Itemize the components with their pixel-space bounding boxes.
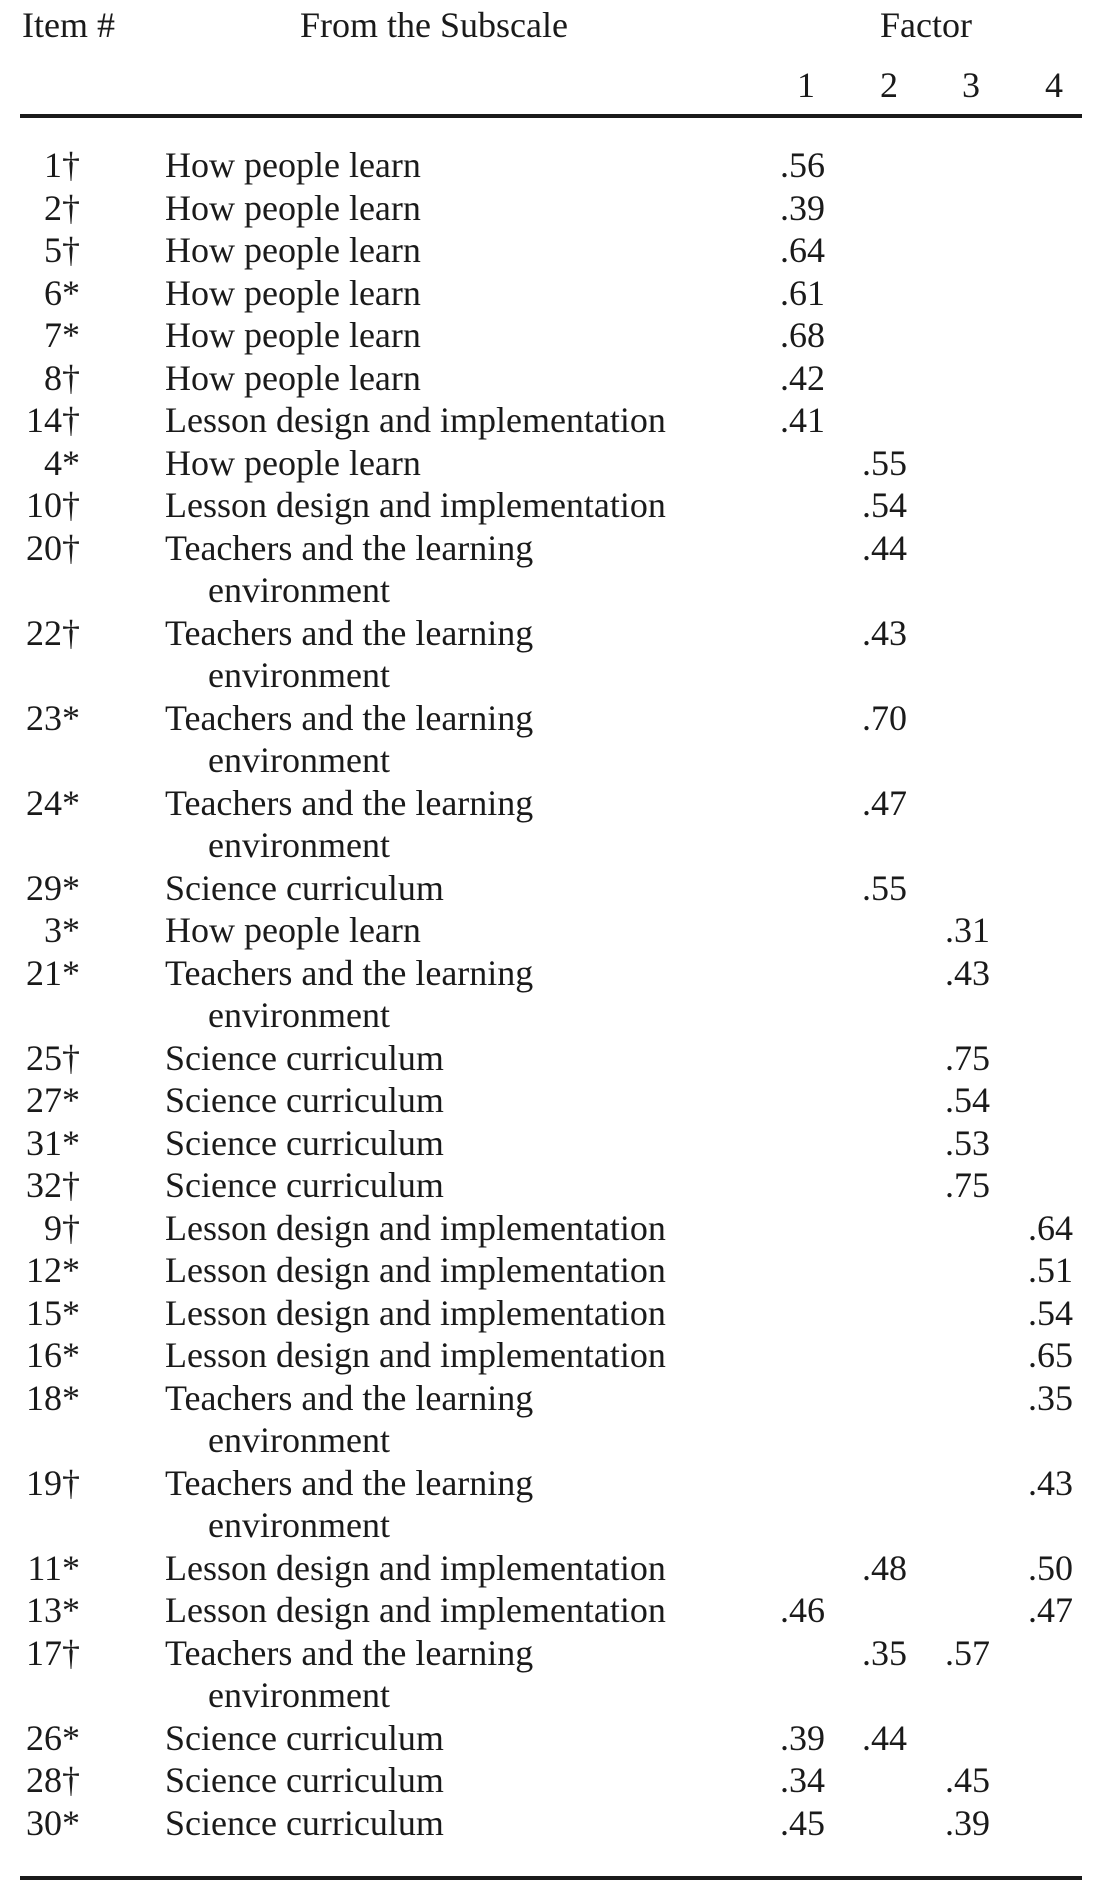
- factor-1-loading: .46: [780, 1590, 825, 1630]
- subscale-name: Teachers and the learning: [165, 1462, 534, 1503]
- item-number: 21*: [26, 952, 80, 993]
- factor-4-loading: .43: [1028, 1462, 1073, 1503]
- factor-1-loading: .42: [780, 357, 825, 398]
- item-number: 5†: [44, 230, 80, 270]
- subscale-name: Lesson design and implementation: [165, 1547, 666, 1588]
- subscale-name: How people learn: [165, 357, 421, 398]
- subscale-name: How people learn: [165, 187, 421, 228]
- subscale-name: Lesson design and implementation: [165, 1207, 666, 1248]
- item-number: 29*: [26, 867, 80, 908]
- subscale-name: How people learn: [165, 272, 421, 313]
- item-number: 27*: [26, 1080, 80, 1120]
- subscale-name: How people learn: [165, 910, 421, 950]
- subscale-name-continued: environment: [208, 655, 390, 695]
- subscale-name: How people learn: [165, 145, 421, 185]
- subscale-name-continued: environment: [208, 740, 390, 780]
- subscale-name-continued: environment: [208, 825, 390, 865]
- factor-3-loading: .43: [945, 952, 990, 993]
- subscale-name: Science curriculum: [165, 867, 444, 908]
- subscale-name: How people learn: [165, 230, 421, 270]
- factor-3-loading: .75: [945, 1165, 990, 1205]
- factor-2-loading: .44: [862, 1717, 907, 1758]
- item-number: 11*: [27, 1547, 80, 1588]
- subscale-name: Teachers and the learning: [165, 527, 534, 568]
- subscale-name: Science curriculum: [165, 1802, 444, 1843]
- factor-1-loading: .39: [780, 1717, 825, 1758]
- header-factor-4: 4: [1045, 65, 1063, 105]
- item-number: 12*: [26, 1250, 80, 1290]
- item-number: 2†: [44, 187, 80, 228]
- factor-3-loading: .53: [945, 1122, 990, 1163]
- subscale-name: Science curriculum: [165, 1165, 444, 1205]
- factor-4-loading: .47: [1028, 1590, 1073, 1630]
- item-number: 14†: [26, 400, 80, 440]
- factor-1-loading: .39: [780, 187, 825, 228]
- subscale-name: Lesson design and implementation: [165, 400, 666, 440]
- item-number: 18*: [26, 1377, 80, 1418]
- item-number: 19†: [26, 1462, 80, 1503]
- factor-2-loading: .55: [862, 442, 907, 483]
- factor-4-loading: .64: [1028, 1207, 1073, 1248]
- factor-4-loading: .54: [1028, 1292, 1073, 1333]
- subscale-name: Science curriculum: [165, 1080, 444, 1120]
- factor-2-loading: .48: [862, 1547, 907, 1588]
- item-number: 20†: [26, 527, 80, 568]
- item-number: 3*: [44, 910, 80, 950]
- factor-3-loading: .45: [945, 1760, 990, 1800]
- factor-3-loading: .57: [945, 1632, 990, 1673]
- item-number: 25†: [26, 1037, 80, 1078]
- item-number: 10†: [26, 485, 80, 525]
- factor-1-loading: .41: [780, 400, 825, 440]
- factor-4-loading: .35: [1028, 1377, 1073, 1418]
- factor-2-loading: .43: [862, 612, 907, 653]
- header-factor-1: 1: [797, 65, 815, 105]
- subscale-name-continued: environment: [208, 1420, 390, 1460]
- subscale-name-continued: environment: [208, 1505, 390, 1545]
- subscale-name: Lesson design and implementation: [165, 1590, 666, 1630]
- factor-3-loading: .54: [945, 1080, 990, 1120]
- factor-1-loading: .64: [780, 230, 825, 270]
- factor-2-loading: .70: [862, 697, 907, 738]
- header-factor-3: 3: [962, 65, 980, 105]
- factor-1-loading: .56: [780, 145, 825, 185]
- subscale-name: Teachers and the learning: [165, 697, 534, 738]
- item-number: 17†: [26, 1632, 80, 1673]
- factor-4-loading: .50: [1028, 1547, 1073, 1588]
- item-number: 7*: [44, 315, 80, 355]
- item-number: 32†: [26, 1165, 80, 1205]
- subscale-name: Lesson design and implementation: [165, 1250, 666, 1290]
- subscale-name-continued: environment: [208, 570, 390, 610]
- factor-2-loading: .44: [862, 527, 907, 568]
- factor-4-loading: .65: [1028, 1335, 1073, 1375]
- factor-2-loading: .55: [862, 867, 907, 908]
- header-subscale: From the Subscale: [300, 5, 568, 45]
- subscale-name: Science curriculum: [165, 1717, 444, 1758]
- item-number: 22†: [26, 612, 80, 653]
- subscale-name: How people learn: [165, 442, 421, 483]
- item-number: 13*: [26, 1590, 80, 1630]
- item-number: 28†: [26, 1760, 80, 1800]
- item-number: 4*: [44, 442, 80, 483]
- factor-1-loading: .45: [780, 1802, 825, 1843]
- subscale-name: Teachers and the learning: [165, 952, 534, 993]
- factor-1-loading: .34: [780, 1760, 825, 1800]
- item-number: 24*: [26, 782, 80, 823]
- factor-1-loading: .61: [780, 272, 825, 313]
- bottom-rule: [20, 1876, 1082, 1880]
- item-number: 31*: [26, 1122, 80, 1163]
- subscale-name: Lesson design and implementation: [165, 485, 666, 525]
- header-rule: [20, 114, 1082, 118]
- factor-4-loading: .51: [1028, 1250, 1073, 1290]
- item-number: 30*: [26, 1802, 80, 1843]
- factor-2-loading: .54: [862, 485, 907, 525]
- subscale-name: Lesson design and implementation: [165, 1335, 666, 1375]
- subscale-name: How people learn: [165, 315, 421, 355]
- item-number: 15*: [26, 1292, 80, 1333]
- subscale-name: Lesson design and implementation: [165, 1292, 666, 1333]
- factor-3-loading: .31: [945, 910, 990, 950]
- item-number: 1†: [44, 145, 80, 185]
- subscale-name: Teachers and the learning: [165, 1632, 534, 1673]
- subscale-name: Teachers and the learning: [165, 1377, 534, 1418]
- item-number: 23*: [26, 697, 80, 738]
- header-factor: Factor: [880, 5, 972, 45]
- factor-2-loading: .35: [862, 1632, 907, 1673]
- subscale-name: Teachers and the learning: [165, 612, 534, 653]
- factor-1-loading: .68: [780, 315, 825, 355]
- item-number: 26*: [26, 1717, 80, 1758]
- subscale-name-continued: environment: [208, 995, 390, 1035]
- subscale-name: Science curriculum: [165, 1122, 444, 1163]
- factor-3-loading: .39: [945, 1802, 990, 1843]
- item-number: 8†: [44, 357, 80, 398]
- factor-2-loading: .47: [862, 782, 907, 823]
- header-factor-2: 2: [880, 65, 898, 105]
- subscale-name: Teachers and the learning: [165, 782, 534, 823]
- subscale-name: Science curriculum: [165, 1037, 444, 1078]
- item-number: 16*: [26, 1335, 80, 1375]
- item-number: 9†: [44, 1207, 80, 1248]
- factor-3-loading: .75: [945, 1037, 990, 1078]
- item-number: 6*: [44, 272, 80, 313]
- subscale-name: Science curriculum: [165, 1760, 444, 1800]
- subscale-name-continued: environment: [208, 1675, 390, 1715]
- header-item: Item #: [22, 5, 115, 45]
